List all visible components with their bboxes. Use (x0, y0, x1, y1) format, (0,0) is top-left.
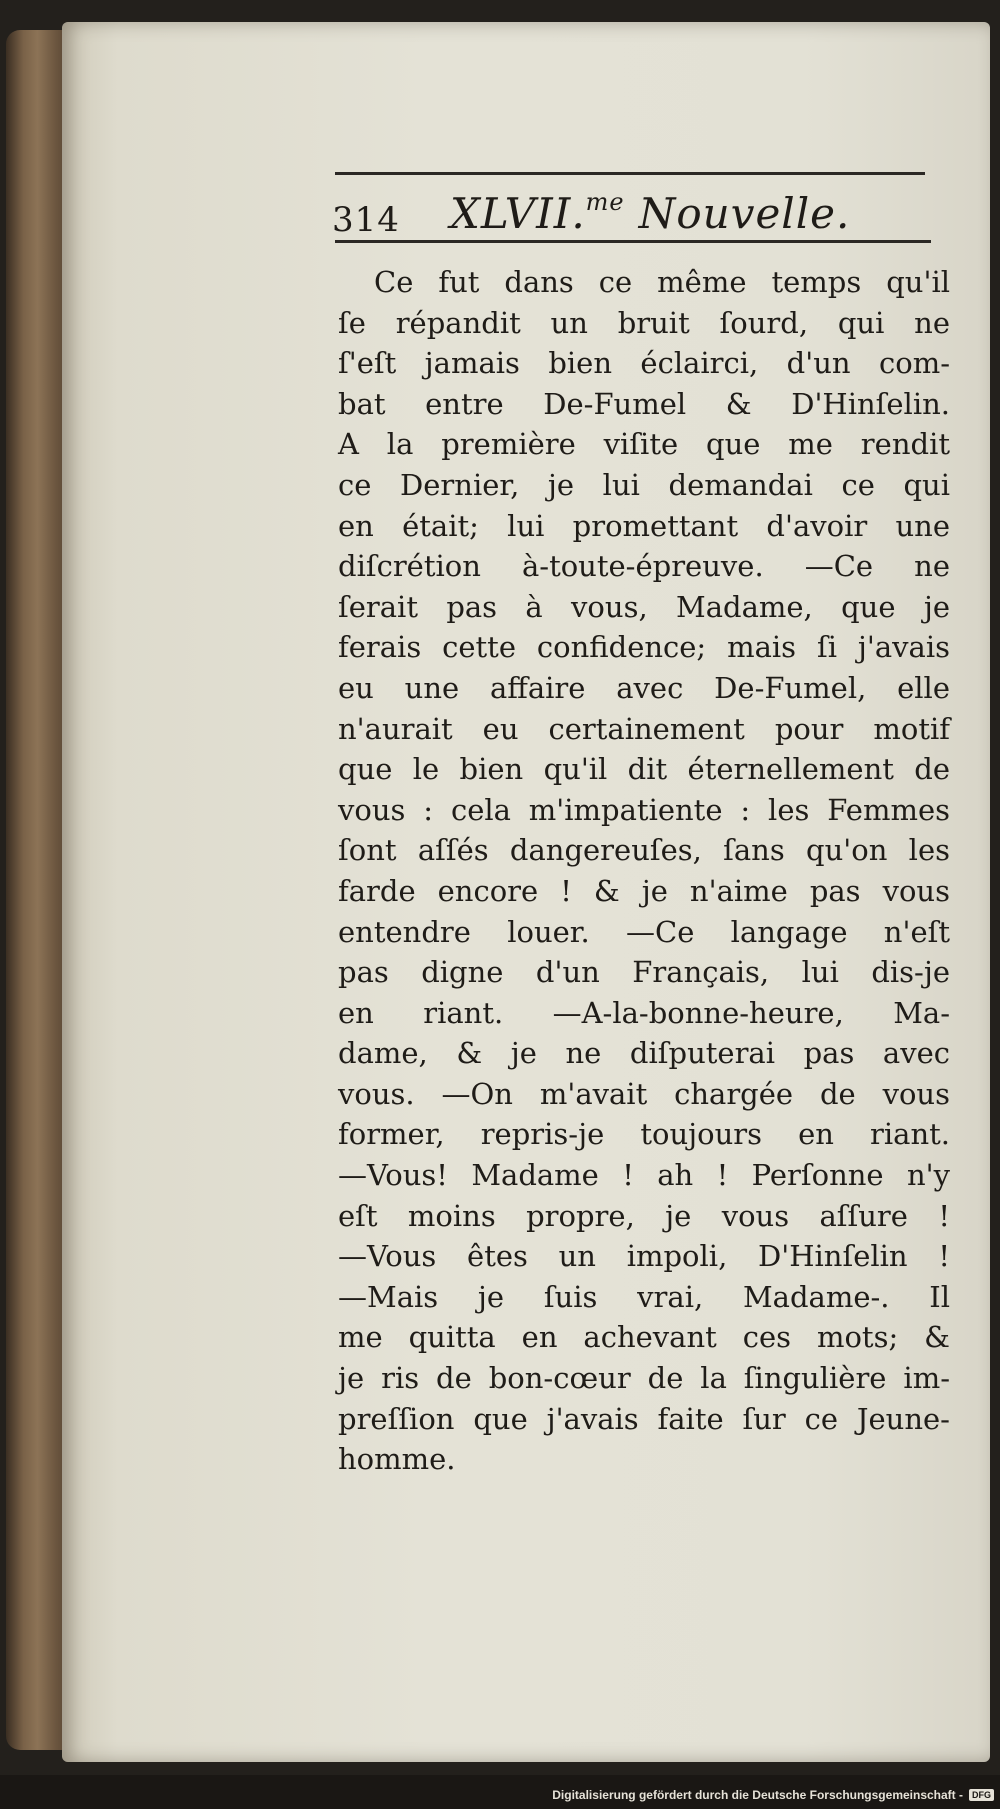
text-line: —Vous! Madame ! ah ! Perſonne n'y (338, 1158, 950, 1193)
header-rule-top (335, 172, 925, 175)
text-line: en riant. —A-la-bonne-heure, Ma- (338, 995, 950, 1030)
text-line: n'aurait eu certainement pour motif (338, 711, 950, 746)
text-line: vous : cela m'impatiente : les Femmes (338, 792, 950, 827)
text-line: former, repris-je toujours en riant. (338, 1117, 950, 1152)
text-line: je ris de bon-cœur de la ſingulière im- (338, 1361, 950, 1396)
chapter-numeral-suffix: me (585, 188, 625, 216)
text-line: preſſion que j'avais faite ſur ce Jeune- (338, 1401, 950, 1436)
text-line: —Vous êtes un impoli, D'Hinſelin ! (338, 1239, 950, 1274)
text-line: A la première viſite que me rendit (338, 427, 950, 462)
credit-text: Digitalisierung gefördert durch die Deutsche Forschungsgemeinschaft - (552, 1788, 963, 1802)
running-head (332, 186, 932, 240)
text-line: ſont aſſés dangereuſes, ſans qu'on les (338, 833, 950, 868)
chapter-numeral: XLVII. (450, 189, 586, 238)
text-line: dame, & je ne diſputerai pas avec (338, 1036, 950, 1071)
text-line: ſe répandit un bruit ſourd, qui ne (338, 305, 950, 340)
text-line: ſerait pas à vous, Madame, que je (338, 589, 950, 624)
digitization-credit (552, 1785, 994, 1805)
text-line: en était; lui promettant d'avoir une (338, 508, 950, 543)
text-line: pas digne d'un Français, lui dis-je (338, 955, 950, 990)
chapter-title (450, 188, 850, 238)
chapter-word: Nouvelle. (638, 189, 851, 238)
text-line: me quitta en achevant ces mots; & (338, 1320, 950, 1355)
text-line: ſ'eſt jamais bien éclairci, d'un com- (338, 346, 950, 381)
page-number: 314 (332, 200, 400, 240)
text-line: —Mais je ſuis vrai, Madame-. Il (338, 1279, 950, 1314)
header-rule-bottom (335, 240, 931, 243)
body-text (338, 262, 950, 1480)
dfg-logo: DFG (969, 1789, 994, 1801)
text-line: entendre louer. —Ce langage n'eſt (338, 914, 950, 949)
text-line: ferais cette confidence; mais ſi j'avais (338, 630, 950, 665)
text-line: bat entre De-Fumel & D'Hinſelin. (338, 386, 950, 421)
text-line: diſcrétion à-toute-épreuve. —Ce ne (338, 549, 950, 584)
text-line: homme. (338, 1442, 456, 1477)
text-line: ce Dernier, je lui demandai ce qui (338, 467, 950, 502)
text-line: que le bien qu'il dit éternellement de (338, 752, 950, 787)
text-line: vous. —On m'avait chargée de vous (338, 1076, 950, 1111)
text-line: farde encore ! & je n'aime pas vous (338, 873, 950, 908)
text-line: Ce fut dans ce même temps qu'il (374, 265, 950, 299)
text-line: eu une affaire avec De-Fumel, elle (338, 670, 950, 705)
text-line: eſt moins propre, je vous aſſure ! (338, 1198, 950, 1233)
